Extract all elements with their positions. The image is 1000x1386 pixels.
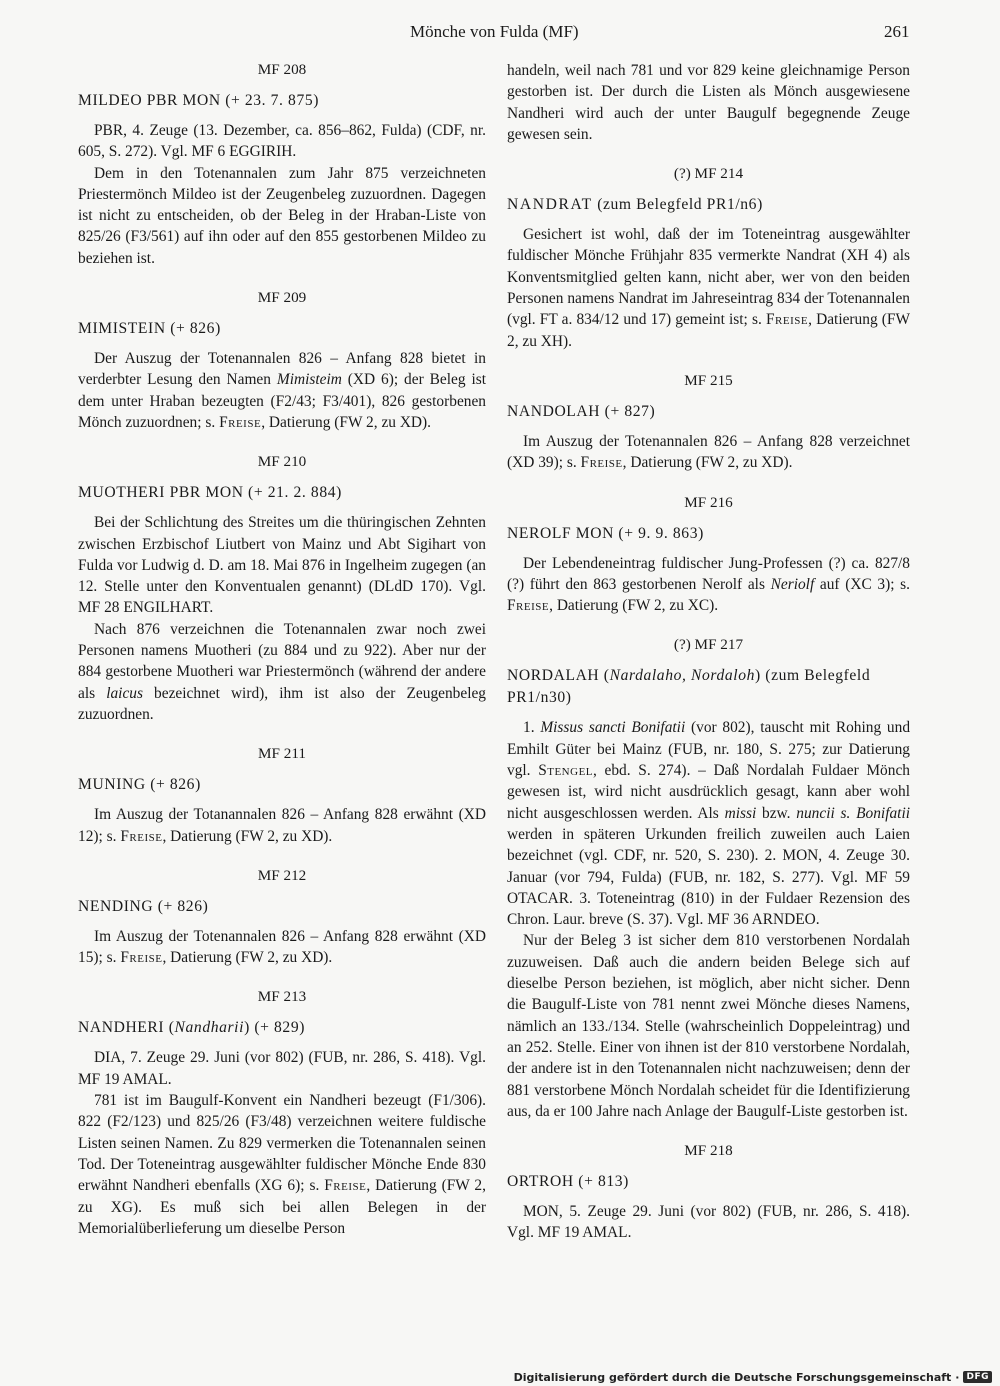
italic-term: Missus sancti Bonifatii bbox=[540, 719, 686, 737]
text-run: , Datierung (FW 2, zu XD). bbox=[622, 454, 793, 472]
entry-mf215 bbox=[507, 371, 910, 474]
text-run: 781 ist im Baugulf-Konvent ein Nandheri bezeugt (F1/306). 822 (F2/123) und 825/26 (F3/48) verzeichnen weitere fuldische Listen seinen Namen. Zu 829 vermerken die Totenannalen seinen Tod. Der Toteneintrag ausgewählter fuldischer Mönche Ende 830 erwähnt Nandheri ebenfalls (XG 6); s. bbox=[78, 1092, 486, 1195]
italic-name: Mimisteim bbox=[276, 371, 342, 389]
running-title: Mönche von Fulda (MF) bbox=[410, 22, 579, 41]
text-run: NANDRAT bbox=[507, 196, 593, 214]
footer-separator: · bbox=[955, 1370, 960, 1384]
text-run: werden in späteren Urkunden freilich zuweilen auch Laien bezeichnet (vgl. CDF, nr. 520, S. 230). 2. MON, 4. Zeuge 30. Januar (vor 794, Fulda) (FUB, nr. 182, S. 277). Vgl. MF 59 OTACAR. 3. Toteneintrag (810) in der Fuldaer Rezension des Chron. Laur. breve (S. 37). Vgl. MF 36 ARNDEO. bbox=[507, 825, 910, 929]
text-run: ) (zum Belegfeld PR1/n30) bbox=[507, 667, 871, 707]
right-column bbox=[507, 60, 910, 1263]
entry-number: MF 213 bbox=[257, 988, 307, 1006]
entry-mf216 bbox=[507, 493, 910, 617]
italic-term: missi bbox=[724, 804, 757, 822]
entry-heading: MUOTHERI PBR MON (+ 21. 2. 884) bbox=[78, 484, 342, 502]
text-run: Gesichert ist wohl, daß der im Toteneintrag ausgewählter fuldischer Mönche Frühjahr 835 vermerkte Nandrat (XH 4) als Konventsmitglied gelten kann, nicht aber, wer von den beiden Personen namens Nandrat im Jahreseintrag 834 der Totenannalen (vgl. FT a. 834/12 und 17) gemeint ist; s. bbox=[507, 226, 910, 329]
text-run: auf (XC 3); s. bbox=[814, 575, 910, 593]
text-run: Nach 876 verzeichnen die Totenannalen zwar noch zwei Personen namens Muotheri (zu 884 und zu 922). Aber nur der 884 gestorbene Muotheri war Priestermönch (während der andere als bbox=[78, 620, 486, 702]
text-run: , Datierung (FW 2, zu XD). bbox=[162, 949, 333, 967]
entry-number: MF 218 bbox=[684, 1142, 733, 1160]
paragraph: DIA, 7. Zeuge 29. Juni (vor 802) (FUB, nr. 286, S. 418). Vgl. MF 19 AMAL. bbox=[78, 1049, 486, 1088]
entry-mf213-continued bbox=[507, 60, 910, 145]
paragraph: MON, 5. Zeuge 29. Juni (vor 802) (FUB, nr. 286, S. 418). Vgl. MF 19 AMAL. bbox=[507, 1203, 910, 1242]
entry-mf218 bbox=[507, 1141, 910, 1244]
author-ref: Freise bbox=[219, 413, 262, 431]
entry-number: MF 208 bbox=[257, 61, 307, 78]
italic-name: Neriolf bbox=[770, 575, 815, 593]
text-run: , Datierung (FW 2, zu XC). bbox=[549, 597, 719, 615]
paragraph: Dem in den Totenannalen zum Jahr 875 verzeichneten Priestermönch Mildeo ist der Zeugenbeleg zuzuordnen. Dagegen ist nicht zu entscheiden, ob der Beleg in der Hraban-Liste von 825/26 (F3/561) auf ihn oder auf den 855 gestorbenen Mildeo zu beziehen ist. bbox=[78, 164, 486, 267]
paragraph bbox=[507, 224, 910, 352]
italic-variant: Nardalaho, Nordaloh bbox=[609, 667, 756, 685]
text-run: , Datierung (FW 2, zu XD). bbox=[162, 827, 333, 845]
text-run: bezeichnet wird), ihm ist also der Zeugenbeleg zuzuordnen. bbox=[78, 684, 486, 723]
text-run: (XD 6); der Beleg ist dem unter Hraban bezeugten (F2/43; F3/401), 826 gestorbenen Mönch zuzuordnen; s. bbox=[78, 371, 486, 431]
entry-heading: MILDEO PBR MON (+ 23. 7. 875) bbox=[78, 92, 320, 109]
paragraph bbox=[507, 431, 910, 474]
left-column bbox=[78, 60, 486, 1258]
entry-mf217 bbox=[507, 635, 910, 1122]
text-run: Der Auszug der Totenannalen 826 – Anfang 828 bietet in verderbter Lesung den Namen bbox=[78, 350, 486, 389]
paragraph bbox=[78, 926, 486, 969]
entry-heading: MIMISTEIN (+ 826) bbox=[78, 320, 221, 338]
paragraph bbox=[78, 348, 486, 433]
entry-heading bbox=[507, 665, 910, 709]
entry-number: MF 215 bbox=[684, 371, 733, 389]
paragraph bbox=[507, 553, 910, 617]
entry-heading: NENDING (+ 826) bbox=[78, 897, 209, 915]
entry-number: MF 216 bbox=[684, 493, 733, 511]
entry-heading: NANDOLAH (+ 827) bbox=[507, 402, 656, 420]
digitization-footer bbox=[514, 1369, 992, 1385]
text-run: Im Auszug der Totanannalen 826 – Anfang 828 erwähnt (XD 12); s. bbox=[78, 806, 486, 845]
text-run: NANDHERI ( bbox=[78, 1019, 175, 1037]
page-header bbox=[0, 22, 1000, 46]
paragraph: Nur der Beleg 3 ist sicher dem 810 verstorbenen Nordalah zuzuweisen. Daß auch die andern beiden Belege sich auf dieselbe Person beziehen, ist möglich, aber nicht sicher. Denn die Baugulf-Liste von 781 nennt zwei Mönche dieses Namens, nämlich an 133./134. Stelle (wahrscheinlich Doppeleintrag) und an 252. Stelle. Einer von ihnen ist der 810 verstorbene Nordalah, der andere ist in den Totenannalen nicht nachzuweisen; denn der 881 verstorbene Mönch Nordalah scheidet für die Identifizierung aus, da er 100 Jahre nach Anlage der Baugulf-Liste gestorben ist. bbox=[507, 932, 910, 1120]
text-run: Der Lebendeneintrag fuldischer Jung-Professen (?) ca. 827/8 (?) führt den 863 gestorbenen Nerolf als bbox=[507, 554, 910, 593]
text-run: , Datierung (FW 2, zu XH). bbox=[507, 311, 910, 350]
paragraph bbox=[78, 804, 486, 847]
dfg-logo: DFG bbox=[963, 1371, 992, 1383]
entry-number: MF 210 bbox=[257, 453, 307, 471]
text-run: , Datierung (FW 2, zu XG). Es muß sich bei allen Belegen in der Memorialüberlieferung um dieselbe Person bbox=[78, 1177, 486, 1237]
text-run: , ebd. S. 274). – Daß Nordalah Fuldaer Mönch gewesen ist, wird nicht ausdrücklich gesagt, kann aber wohl nicht ausgeschlossen werden. Als bbox=[507, 762, 910, 822]
entry-heading bbox=[78, 1017, 486, 1039]
author-ref: Freise bbox=[580, 454, 623, 472]
entry-number: MF 209 bbox=[257, 289, 307, 307]
entry-mf213 bbox=[78, 987, 486, 1239]
paragraph bbox=[78, 619, 486, 725]
author-ref: Freise bbox=[120, 949, 163, 967]
entry-mf209 bbox=[78, 288, 486, 433]
text-run: 1. bbox=[523, 719, 541, 737]
italic-term: laicus bbox=[106, 684, 143, 702]
paragraph: Bei der Schlichtung des Streites um die thüringischen Zehnten zwischen Erzbischof Liutbert von Mainz und Abt Sigihart von Fulda vor Ludwig d. D. am 18. Mai 876 in Ingelheim zugegen (an 12. Stelle unter den Konventualen genannt) (DLdD 170). Vgl. MF 28 ENGILHART. bbox=[78, 514, 486, 617]
entry-mf208 bbox=[78, 60, 486, 269]
author-ref: Freise bbox=[765, 311, 809, 329]
author-ref: Freise bbox=[324, 1177, 367, 1195]
italic-term: nuncii s. Bonifatii bbox=[796, 804, 911, 822]
author-ref: Freise bbox=[507, 597, 550, 615]
text-run: (zum Belegfeld PR1/n6) bbox=[592, 196, 763, 214]
text-run: NORDALAH ( bbox=[507, 667, 610, 685]
entry-heading: MUNING (+ 826) bbox=[78, 776, 201, 794]
author-ref: Freise bbox=[120, 827, 163, 845]
text-run: bzw. bbox=[756, 804, 797, 822]
entry-mf211 bbox=[78, 744, 486, 847]
page-number: 261 bbox=[884, 22, 910, 41]
entry-mf214 bbox=[507, 164, 910, 352]
paragraph: handeln, weil nach 781 und vor 829 keine gleichnamige Person gestorben ist. Der durch die Listen als Mönch ausgewiesene Nandheri wird auch der unter Baugulf begegnende Zeuge gewesen sein. bbox=[507, 62, 910, 143]
text-run: Im Auszug der Totenannalen 826 – Anfang 828 erwähnt (XD 15); s. bbox=[78, 927, 486, 967]
entry-heading: NEROLF MON (+ 9. 9. 863) bbox=[507, 524, 704, 542]
footer-text: Digitalisierung gefördert durch die Deutsche Forschungsgemeinschaft bbox=[513, 1370, 952, 1384]
entry-number: MF 211 bbox=[258, 745, 306, 763]
entry-number: MF 212 bbox=[257, 866, 307, 884]
text-run: Im Auszug der Totenannalen 826 – Anfang 828 verzeichnet (XD 39); s. bbox=[507, 432, 910, 472]
entry-number: (?) MF 217 bbox=[673, 636, 744, 654]
entry-heading bbox=[507, 194, 910, 216]
entry-number: (?) MF 214 bbox=[673, 165, 744, 183]
text-run: , Datierung (FW 2, zu XD). bbox=[261, 413, 432, 431]
text-run: (vor 802), tauscht mit Rohing und Emhilt Güter bei Mainz (FUB, nr. 180, S. 275; zur Datierung vgl. bbox=[507, 719, 911, 780]
entry-heading: ORTROH (+ 813) bbox=[507, 1173, 629, 1191]
author-ref: Stengel bbox=[538, 762, 594, 780]
entry-mf212 bbox=[78, 866, 486, 969]
paragraph bbox=[78, 1090, 486, 1239]
italic-variant: Nandharii bbox=[174, 1019, 245, 1037]
entry-mf210 bbox=[78, 452, 486, 725]
text-run: ) (+ 829) bbox=[244, 1019, 306, 1037]
paragraph: PBR, 4. Zeuge (13. Dezember, ca. 856–862, Fulda) (CDF, nr. 605, S. 272). Vgl. MF 6 EGGIRIH. bbox=[78, 122, 486, 161]
paragraph bbox=[507, 717, 910, 930]
